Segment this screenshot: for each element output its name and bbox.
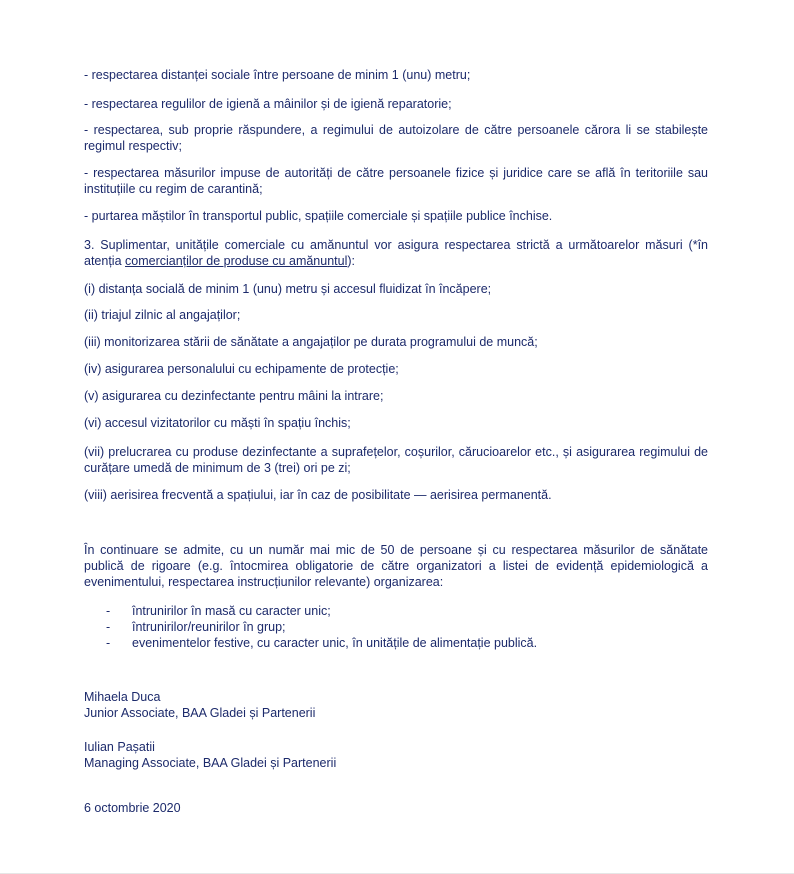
author-block — [84, 689, 708, 721]
list-item — [84, 603, 708, 619]
document-page — [84, 0, 708, 874]
retail-measure-item: (ii) triajul zilnic al angajaților; — [84, 308, 241, 322]
point-3-text: 3. Suplimentar, unitățile comerciale cu amănuntul vor asigura respectarea strictă a următoarelor măsuri (*în atenția — [84, 238, 708, 268]
list-item — [84, 619, 708, 635]
measure-paragraph: - respectarea distanței sociale între persoane de minim 1 (unu) metru; — [84, 68, 471, 82]
point-3-underlined-text: comercianților de produse cu amănuntul — [125, 254, 348, 268]
list-item-text: evenimentelor festive, cu caracter unic, în unitățile de alimentație publică. — [132, 636, 538, 650]
author-title: Junior Associate, BAA Gladei și Partenerii — [84, 706, 316, 720]
retail-measure-item: (vi) accesul vizitatorilor cu măști în spațiu închis; — [84, 416, 351, 430]
measure-paragraph: - respectarea regulilor de igienă a mâinilor și de igienă reparatorie; — [84, 97, 452, 111]
measure-paragraph: - purtarea măștilor în transportul public, spațiile comerciale și spațiile publice închise. — [84, 209, 553, 223]
retail-measure-item: (i) distanța socială de minim 1 (unu) metru și accesul fluidizat în încăpere; — [84, 282, 492, 296]
author-name: Iulian Pașatii — [84, 740, 155, 754]
measure-paragraph: - respectarea măsurilor impuse de autorități de către persoanele fizice și juridice care se află în teritoriile sau instituțiile cu regim de carantină; — [84, 166, 708, 196]
point-3-paragraph — [84, 237, 708, 269]
dash-bullet: - — [106, 604, 111, 618]
list-item-text: întrunirilor/reunirilor în grup; — [132, 620, 286, 634]
retail-measure-item: (iv) asigurarea personalului cu echipamente de protecție; — [84, 362, 399, 376]
retail-measure-item: (viii) aerisirea frecventă a spațiului, iar în caz de posibilitate — aerisirea permanentă. — [84, 488, 552, 502]
events-list — [84, 603, 708, 651]
retail-measure-item: (iii) monitorizarea stării de sănătate a angajaților pe durata programului de muncă; — [84, 335, 538, 349]
list-item — [84, 635, 708, 651]
dash-bullet: - — [106, 620, 111, 634]
document-date: 6 octombrie 2020 — [84, 801, 181, 815]
dash-bullet: - — [106, 636, 111, 650]
author-title: Managing Associate, BAA Gladei și Partenerii — [84, 756, 337, 770]
author-block — [84, 739, 708, 771]
continuation-paragraph: În continuare se admite, cu un număr mai mic de 50 de persoane și cu respectarea măsurilor de sănătate publică de rigoare (e.g. întocmirea obligatorie de către organizatori a listei de evidență epidemiologică a evenimentului, respectarea instrucțiunilor relevante) organizarea: — [84, 543, 708, 589]
list-item-text: întrunirilor în masă cu caracter unic; — [132, 604, 331, 618]
retail-measure-item: (vii) prelucrarea cu produse dezinfectante a suprafețelor, coșurilor, cărucioarelor etc., și asigurarea regimului de curățare umedă de minimum de 3 (trei) ori pe zi; — [84, 445, 708, 475]
point-3-text-end: ): — [347, 254, 356, 268]
author-name: Mihaela Duca — [84, 690, 161, 704]
retail-measure-item: (v) asigurarea cu dezinfectante pentru mâini la intrare; — [84, 389, 384, 403]
measure-paragraph: - respectarea, sub proprie răspundere, a regimului de autoizolare de către persoanele cărora li se stabilește regimul respectiv; — [84, 123, 708, 153]
